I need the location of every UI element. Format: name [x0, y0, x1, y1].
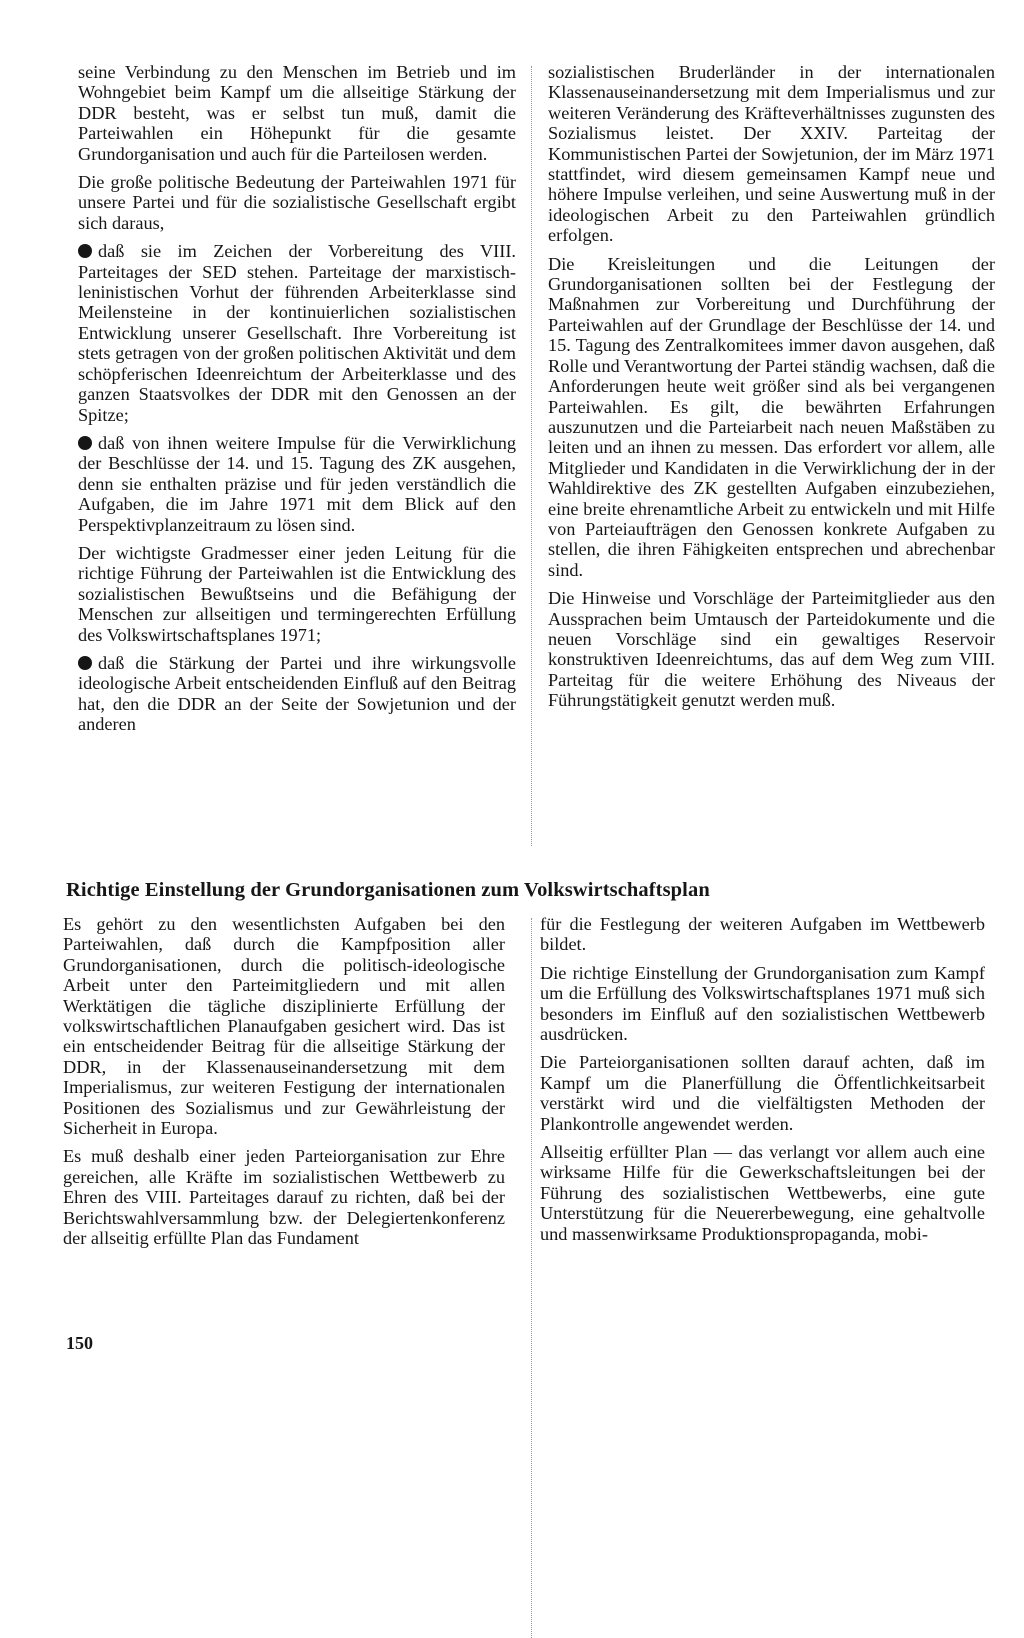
paragraph: sozialistischen Bruderländer in der internationalen Klassenauseinandersetzung mit dem Imperialismus und zur weiteren Veränderung des Kräfteverhältnisses zugunsten des Sozialismus leistet. Der XXIV. Parteitag der Kommunistischen Partei der Sowjetunion, der im März 1971 stattfindet, wird diesem gemeinsamen Kampf neue und höhere Impulse verleihen, und seine Auswertung muß in der ideologischen Arbeit zu den Parteiwahlen gründlich erfolgen. [548, 62, 995, 246]
paragraph: Es gehört zu den wesentlichsten Aufgaben bei den Parteiwahlen, daß durch die Kampfposition aller Grundorganisationen, durch die politisch-ideologische Arbeit unter den Parteimitgliedern und mit allen Werktätigen die tägliche disziplinierte Erfüllung der volkswirtschaftlichen Planaufgaben gesichert wird. Das ist ein entscheidender Beitrag für die allseitige Stärkung der DDR, in der Klassenauseinandersetzung mit dem Imperialismus, zur weiteren Festigung der internationalen Positionen des Sozialismus und zur Gewährleistung der Sicherheit in Europa. [63, 914, 505, 1139]
column-divider [531, 66, 532, 846]
paragraph: für die Festlegung der weiteren Aufgaben im Wettbewerb bildet. [540, 914, 985, 955]
bullet-item: daß sie im Zeichen der Vorbereitung des VIII. Parteitages der SED stehen. Parteitage der marxistisch-leninistischen Vorhut der führenden Arbeiterklasse sind Meilensteine in der kontinuierlichen sozialistischen Entwicklung unserer Gesellschaft. Ihre Vorbereitung ist stets getragen von der großen politischen Aktivität und dem schöpferischen Ideenreichtum der Arbeiterklasse und des ganzen Staatsvolkes der DDR mit den Genossen an der Spitze; [78, 241, 516, 425]
paragraph: Es muß deshalb einer jeden Parteiorganisation zur Ehre gereichen, alle Kräfte im sozialistischen Wettbewerb zu Ehren des VIII. Parteitages darauf zu richten, daß bei der Berichtswahlversammlung bzw. der Delegiertenkonferenz der allseitig erfüllte Plan das Fundament [63, 1146, 505, 1249]
column-divider [531, 918, 532, 1638]
bullet-item: daß die Stärkung der Partei und ihre wirkungsvolle ideologische Arbeit entscheidenden Einfluß auf den Beitrag hat, den die DDR an der Seite der Sowjetunion und der anderen [78, 652, 516, 735]
paragraph: Der wichtigste Gradmesser einer jeden Leitung für die richtige Führung der Parteiwahlen ist die Entwicklung des sozialistischen Bewußtseins und die Befähigung der Menschen zur allseitigen und termingerechten Erfüllung des Volkswirtschaftsplanes 1971; [78, 542, 516, 645]
bottom-left-column [63, 914, 505, 1257]
section-heading: Richtige Einstellung der Grundorganisationen zum Volkswirtschaftsplan [66, 879, 710, 901]
paragraph: Allseitig erfüllter Plan — das verlangt vor allem auch eine wirksame Hilfe für die Gewerkschaftsleitungen bei der Führung des sozialistischen Wettbewerbs, eine gute Unterstützung für die Neuererbewegung, eine gehaltvolle und massenwirksame Produktionspropaganda, mobi- [540, 1142, 985, 1244]
top-left-column [78, 62, 516, 743]
paragraph: Die Kreisleitungen und die Leitungen der Grundorganisationen sollten bei der Festlegung der Maßnahmen zur Vorbereitung und Durchführung der Parteiwahlen auf der Grundlage der Beschlüsse der 14. und 15. Tagung des Zentralkomitees immer davon ausgehen, daß Rolle und Verantwortung der Partei ständig wachsen, daß die Anforderungen heute weit größer sind als bei vergangenen Parteiwahlen. Es gilt, die bewährten Erfahrungen auszunutzen und die Parteiarbeit nach neuen Maßstäben zu leiten und an ihnen zu messen. Das erfordert vor allem, alle Mitglieder und Kandidaten in die Verwirklichung der in der Wahldirektive des ZK gestellten Aufgaben einzubeziehen, eine breite ehrenamtliche Arbeit zu entwickeln und mit Hilfe von Parteiaufträgen den Genossen konkrete Aufgaben zu stellen, die ihren Fähigkeiten entsprechen und abrechenbar sind. [548, 253, 995, 580]
bullet-item: daß von ihnen weitere Impulse für die Verwirklichung der Beschlüsse der 14. und 15. Tagung des ZK ausgehen, denn sie enthalten präzise und für jeden verständlich die Aufgaben, die im Jahre 1971 mit dem Blick auf den Perspektivplanzeitraum zu lösen sind. [78, 432, 516, 535]
top-right-column [548, 62, 995, 719]
paragraph: Die Parteiorganisationen sollten darauf achten, daß im Kampf um die Planerfüllung die Öffentlichkeitsarbeit verstärkt wird und die vielfältigsten Methoden der Plankontrolle angewendet werden. [540, 1052, 985, 1134]
paragraph: seine Verbindung zu den Menschen im Betrieb und im Wohngebiet beim Kampf um die allseitige Stärkung der DDR besteht, was er selbst tun muß, damit die Parteiwahlen ein Höhepunkt für die gesamte Grundorganisation und auch für die Parteilosen werden. [78, 62, 516, 164]
page-number: 150 [66, 1333, 93, 1353]
paragraph: Die große politische Bedeutung der Parteiwahlen 1971 für unsere Partei und für die sozialistische Gesellschaft ergibt sich daraus, [78, 172, 516, 233]
bottom-right-column [540, 914, 985, 1252]
paragraph: Die Hinweise und Vorschläge der Parteimitglieder aus den Aussprachen beim Umtausch der Parteidokumente und die neuen Vorschläge sind ein gewaltiges Reservoir konstruktiven Ideenreichtums, das auf dem Weg zum VIII. Parteitag für die weitere Erhöhung des Niveaus der Führungstätigkeit genutzt werden muß. [548, 588, 995, 711]
paragraph: Die richtige Einstellung der Grundorganisation zum Kampf um die Erfüllung des Volkswirtschaftsplanes 1971 muß sich besonders im Einfluß auf den sozialistischen Wettbewerb ausdrücken. [540, 962, 985, 1045]
